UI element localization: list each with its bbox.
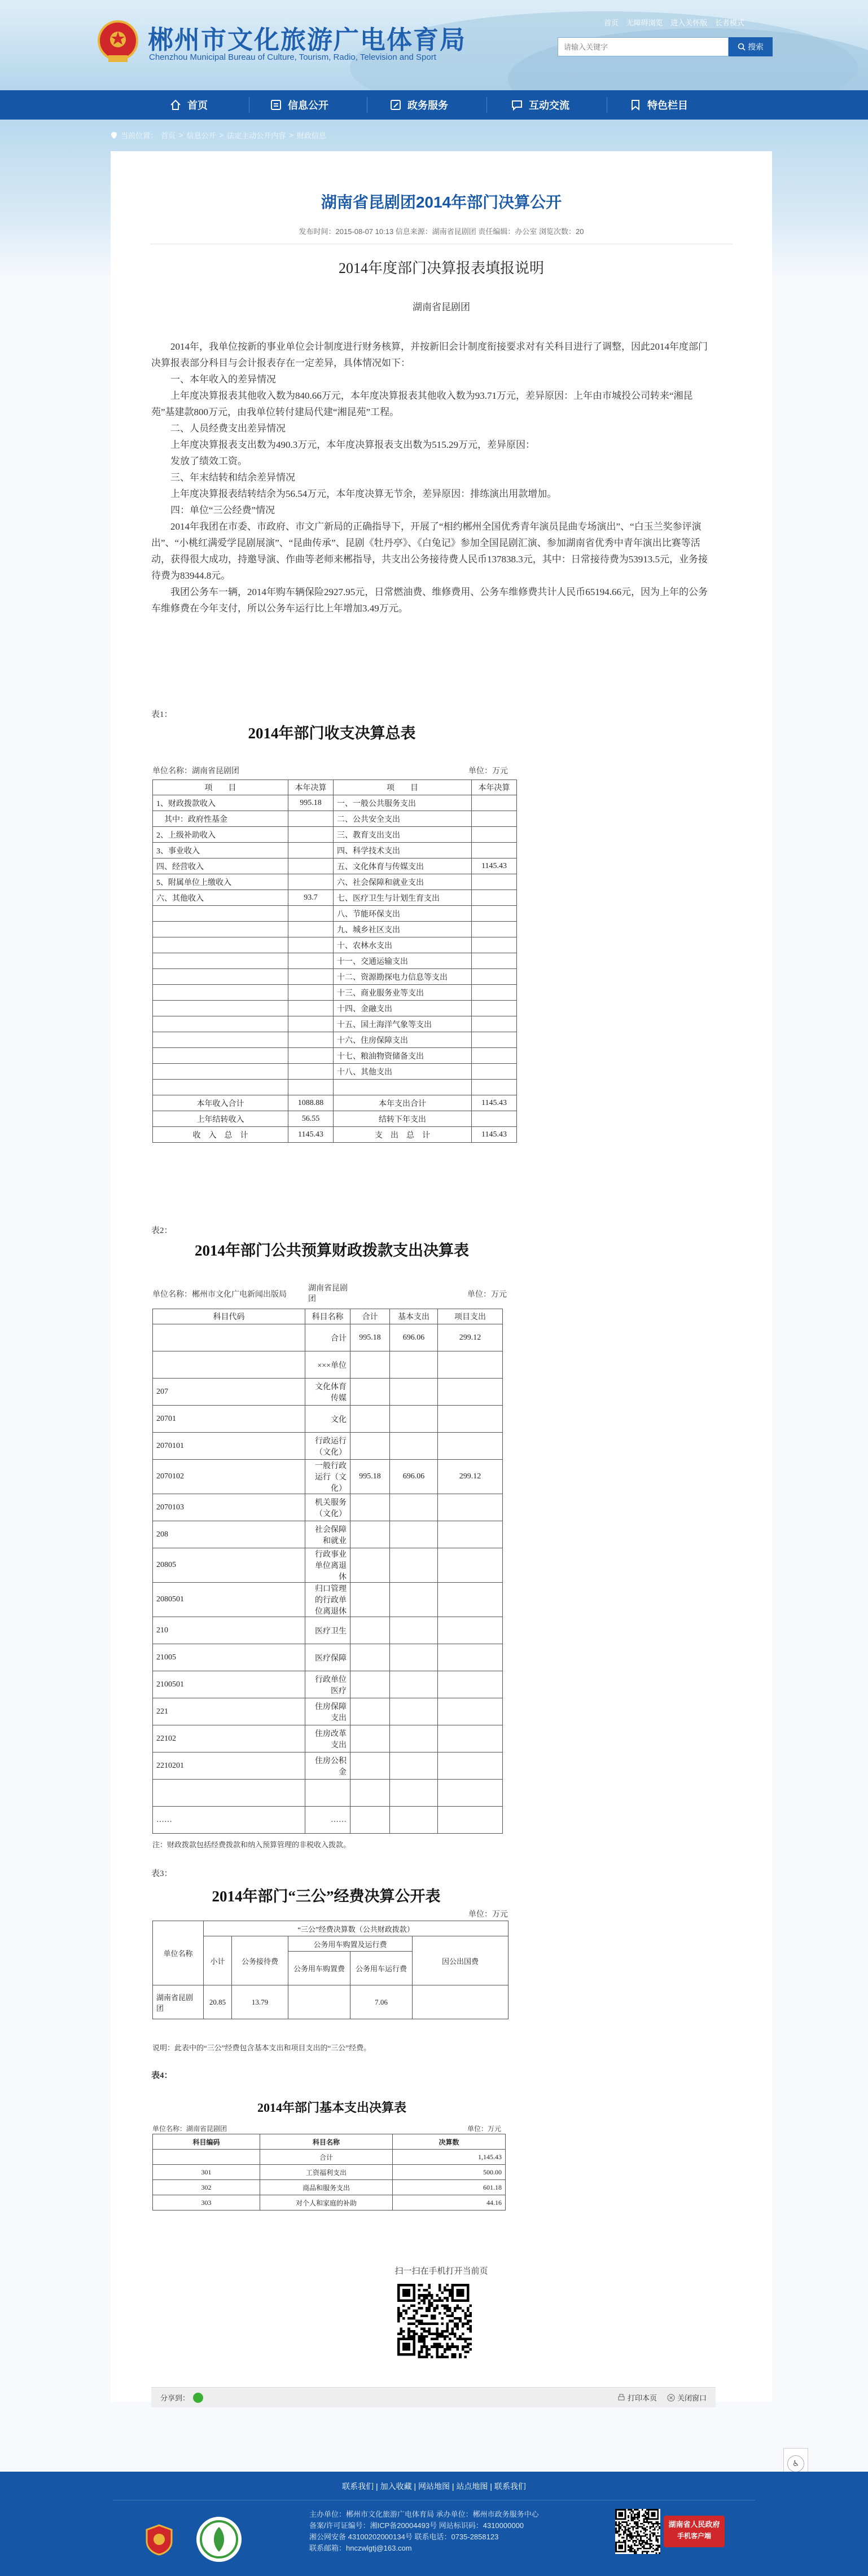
article-meta: 发布时间：2015-08-07 10:13 信息来源：湖南省昆剧团 责任编辑：办公室 浏览次数：20 <box>299 227 584 236</box>
org-name: 湖南省昆剧团 <box>413 302 470 312</box>
table-row: 九、城乡社区支出 <box>153 922 517 937</box>
party-gov-badge-icon[interactable] <box>144 2524 174 2556</box>
top-links <box>604 17 750 28</box>
table-row: 十一、交通运输支出 <box>153 953 517 969</box>
table-row: 十七、粮油物资储备支出 <box>153 1048 517 1064</box>
table2-title: 2014年部门公共预算财政拨款支出决算表 <box>195 1242 469 1259</box>
table-row <box>153 1080 517 1095</box>
table3-caption: 表3： <box>151 1869 173 1878</box>
accessibility-icon[interactable]: ♿ <box>787 2455 804 2472</box>
table-row: 22102 住房改革支出 <box>153 1725 503 1752</box>
breadcrumb-link[interactable]: 首页 <box>161 131 176 140</box>
table1-caption: 表1： <box>151 710 173 719</box>
table-header-row: 科目编码 科目名称 决算数 <box>153 2134 506 2150</box>
table-row: 3、事业收入 四、科学技术支出 <box>153 843 517 858</box>
footer-link[interactable]: 网站地图 <box>418 2482 450 2491</box>
table-row: 合计 1,145.43 <box>153 2150 506 2165</box>
table2-org2: 湖南省昆剧团 <box>308 1284 348 1304</box>
error-correction-badge-icon[interactable] <box>196 2517 242 2562</box>
table-row: 210 医疗卫生 <box>153 1617 503 1644</box>
top-link[interactable]: 长者模式 <box>714 19 744 27</box>
main-nav <box>0 90 868 120</box>
paragraph: 发放了绩效工资。 <box>170 456 247 466</box>
table-row: …… …… <box>153 1807 503 1834</box>
table-header-row: 项 目 本年决算 项 目 本年决算 <box>153 780 517 795</box>
nav-home[interactable] <box>169 90 208 120</box>
paragraph: 一、本年收入的差异情况 <box>170 374 276 385</box>
footer-links: 联系我们 | 加入收藏 | 网站地图 | 站点地图 | 联系我们 <box>342 2482 526 2491</box>
table3-unit: 单位：万元 <box>468 1910 508 1919</box>
site-title: 郴州市文化旅游广电体育局 <box>148 25 467 54</box>
table4-unit: 单位：万元 <box>467 2125 502 2133</box>
table-header-row: 科目代码 科目名称 合计 基本支出 项目支出 <box>153 1309 503 1324</box>
table-row: 十三、商业服务业等支出 <box>153 985 517 1001</box>
table1-title: 2014年部门收支决算总表 <box>248 725 416 742</box>
table-row: 十二、资源勘探电力信息等支出 <box>153 969 517 985</box>
table-row: 2210201 住房公积金 <box>153 1752 503 1780</box>
paragraph: 二、人员经费支出差异情况 <box>170 423 286 434</box>
paragraph: 三、年末结转和结余差异情况 <box>170 472 295 483</box>
table3-title: 2014年部门“三公”经费决算公开表 <box>212 1888 441 1905</box>
qr-caption: 扫一扫在手机打开当前页 <box>394 2266 488 2276</box>
table-row: 十六、住房保障支出 <box>153 1032 517 1048</box>
table-row: 本年收入合计 1088.88 本年支出合计 1145.43 <box>153 1095 517 1111</box>
table4-caption: 表4： <box>151 2071 173 2080</box>
breadcrumb-link[interactable]: 财政信息 <box>296 131 326 140</box>
table-row: 221 住房保障支出 <box>153 1698 503 1725</box>
table2-org: 单位名称：郴州市文化广电新闻出版局 <box>152 1291 287 1299</box>
share-label: 分享到： <box>160 2394 190 2402</box>
nav-label: 特色栏目 <box>647 100 688 111</box>
table-row: 四、经营收入 五、文化体育与传媒支出 1145.43 <box>153 858 517 874</box>
table4 <box>152 2134 506 2210</box>
qr-code-icon <box>395 2282 474 2361</box>
footer-info: 主办单位：郴州市文化旅游广电体育局 承办单位：郴州市政务服务中心 备案/许可证编号：湘ICP备20004493号 网站标识码：4310000000 湘公网安备 43100202000134号 联系电话：0735-2858123 联系邮箱：hnczwlgtj@163.com <box>309 2510 539 2552</box>
nav-label: 信息公开 <box>288 100 328 111</box>
table-row: 2070101 行政运行（文化） <box>153 1433 503 1460</box>
paragraph: 上年度决算报表结转结余为56.54万元，本年度决算无节余，差异原因：排练演出用款增加。 <box>170 488 557 499</box>
table4-title: 2014年部门基本支出决算表 <box>257 2101 406 2115</box>
table-row: ×××单位 <box>153 1351 503 1379</box>
share-area <box>160 2392 203 2403</box>
table-row: 八、节能环保支出 <box>153 906 517 922</box>
article-title: 湖南省昆剧团2014年部门决算公开 <box>321 193 562 211</box>
table1-org: 单位名称：湖南省昆剧团 <box>152 767 239 776</box>
table-row: 2080501 归口管理的行政单位离退休 <box>153 1583 503 1617</box>
table-row: 302 商品和服务支出 601.18 <box>153 2180 506 2195</box>
nav-info-public[interactable] <box>270 90 328 120</box>
table-row: 上年结转收入 56.55 结转下年支出 <box>153 1111 517 1127</box>
table-row: 1、财政拨款收入 995.18 一、一般公共服务支出 <box>153 795 517 811</box>
paragraph: 2014年我团在市委、市政府、市文广新局的正确指导下，开展了“相约郴州全国优秀青年演员昆曲专场演出”、“白玉兰奖参评演出”、“小桃红满爱学昆剧展演”、“昆曲传承”、昆剧《牡丹亭》、《白兔记》参加全国昆剧汇演、参加湖南省优秀中青年演出比赛等活动，获得很大成功，持邀导演、作曲等老师来郴指导，共支出公务接待费人民币137838.3元，其中：日常接待费为53913.5元，业务接待费为83944.8元。 <box>151 521 708 581</box>
paragraph: 上年度决算报表其他收入数为840.66万元，本年度决算报表其他收入数为93.71万元，差异原因：上年由市城投公司转来“湘昆苑”基建款800万元，由我单位转付建局代建“湘昆苑”工程。 <box>151 390 693 417</box>
table-row: 收 入 总 计 1145.43 支 出 总 计 1145.43 <box>153 1127 517 1143</box>
table3: 单位名称 “三公”经费决算数（公共财政拨款） 小计 公务接待费 公务用车购置及运行费 因公出国费 公务用车购置费 公务用车运行费 湖南省昆剧团 20.85 13.79 7.06 <box>152 1921 508 2019</box>
gov-app-badge[interactable]: 湖南省人民政府 手机客户端 <box>664 2516 725 2547</box>
footer-link[interactable]: 站点地图 <box>456 2482 488 2491</box>
table-row: 303 对个人和家庭的补助 44.16 <box>153 2195 506 2210</box>
article-body <box>151 338 716 617</box>
table-row: 十、农林水支出 <box>153 937 517 953</box>
top-link[interactable]: 无障碍浏览 <box>626 19 663 27</box>
table-row: 21005 医疗保障 <box>153 1644 503 1671</box>
info-icon <box>270 99 282 111</box>
table2-caption: 表2： <box>151 1226 173 1235</box>
nav-gov-service[interactable] <box>389 90 448 120</box>
table2-note: 注：财政拨款包括经费拨款和纳入预算管理的非税收入拨款。 <box>152 1840 351 1849</box>
table3-note: 说明：此表中的“三公”经费包含基本支出和项目支出的“三公”经费。 <box>152 2044 371 2052</box>
close-icon <box>667 2394 675 2402</box>
home-icon <box>169 99 182 111</box>
table-row: 207 文化体育传媒 <box>153 1379 503 1406</box>
table1-unit: 单位：万元 <box>468 767 508 776</box>
footer-link[interactable]: 加入收藏 <box>380 2482 412 2491</box>
nav-interaction[interactable] <box>511 90 569 120</box>
footer-link[interactable]: 联系我们 <box>342 2482 374 2491</box>
top-link[interactable]: 首页 <box>604 19 619 27</box>
nav-special[interactable] <box>629 90 688 120</box>
national-emblem-icon <box>96 18 140 65</box>
table-row: 2070102 一般行政运行（文化） 995.18 696.06 299.12 <box>153 1460 503 1494</box>
footer-qr-code-icon <box>615 2509 660 2554</box>
search-area <box>558 37 729 56</box>
table2 <box>152 1309 503 1834</box>
paragraph: 我团公务车一辆，2014年购车辆保险2927.95元，日常燃油费、维修费用、公务车维修费共计人民币65194.66元，因为上年的公务车维修费在今年支付，所以公务车运行比上年增加3.49万元。 <box>151 587 708 614</box>
print-icon <box>617 2394 625 2402</box>
table-row: 2、上级补助收入 三、教育支出支出 <box>153 827 517 843</box>
table-row: 六、其他收入 93.7 七、医疗卫生与计划生育支出 <box>153 890 517 906</box>
table-row: 十八、其他支出 <box>153 1064 517 1080</box>
nav-label: 首页 <box>187 100 208 111</box>
bookmark-icon <box>629 99 642 111</box>
chat-icon <box>511 99 523 111</box>
footer-link[interactable]: 联系我们 <box>494 2482 526 2491</box>
table-row: 其中：政府性基金 二、公共安全支出 <box>153 811 517 827</box>
breadcrumb: 当前位置： 首页 > 信息公开 > 法定主动公开内容 > 财政信息 <box>111 130 326 140</box>
search-input[interactable] <box>558 37 729 56</box>
table-row: 2070103 机关服务（文化） <box>153 1494 503 1521</box>
table-row: 5、附属单位上缴收入 六、社会保障和就业支出 <box>153 874 517 890</box>
print-button[interactable]: 打印本页 <box>617 2392 657 2403</box>
table-row <box>153 1780 503 1807</box>
table-row: 合计 995.18 696.06 299.12 <box>153 1324 503 1351</box>
table-row: 20805 行政事业单位离退休 <box>153 1548 503 1583</box>
table-row: 20701 文化 <box>153 1406 503 1433</box>
search-icon <box>738 43 746 51</box>
top-link[interactable]: 进入关怀版 <box>670 19 708 27</box>
table-row: 十四、金融支出 <box>153 1001 517 1016</box>
nav-label: 政务服务 <box>407 100 448 111</box>
doc-heading: 2014年度部门决算报表填报说明 <box>338 260 544 276</box>
table-row: 301 工资福利支出 500.00 <box>153 2165 506 2180</box>
edit-icon <box>389 99 402 111</box>
close-window-button[interactable]: 关闭窗口 <box>667 2392 707 2403</box>
location-icon <box>111 131 117 139</box>
table1 <box>152 780 517 1143</box>
page-tools <box>151 2387 716 2407</box>
table2-unit: 单位：万元 <box>467 1291 507 1299</box>
table-row: 湖南省昆剧团 20.85 13.79 7.06 <box>153 1985 508 2019</box>
table4-org: 单位名称：湖南省昆剧团 <box>152 2125 227 2133</box>
paragraph: 四：单位“三公经费”情况 <box>170 505 275 516</box>
search-button[interactable] <box>729 37 773 56</box>
site-subtitle: Chenzhou Municipal Bureau of Culture, Tourism, Radio, Television and Sport <box>149 52 436 62</box>
wechat-share-icon[interactable] <box>193 2393 203 2403</box>
nav-label: 互动交流 <box>529 100 569 111</box>
table-row: 十五、国土海洋气象等支出 <box>153 1016 517 1032</box>
table-row: 2100501 行政单位医疗 <box>153 1671 503 1698</box>
paragraph: 2014年，我单位按新的事业单位会计制度进行财务核算，并按新旧会计制度衔接要求对有关科目进行了调整，因此2014年度部门决算报表部分科目与会计报表存在一定差异，具体情况如下： <box>151 341 708 368</box>
breadcrumb-link[interactable]: 信息公开 <box>186 131 216 140</box>
table-row: 208 社会保障和就业 <box>153 1521 503 1548</box>
search-button-label: 搜索 <box>748 42 764 51</box>
paragraph: 上年度决算报表支出数为490.3万元，本年度决算报表支出数为515.29万元，差异原因： <box>170 439 535 450</box>
breadcrumb-link[interactable]: 法定主动公开内容 <box>227 131 286 140</box>
